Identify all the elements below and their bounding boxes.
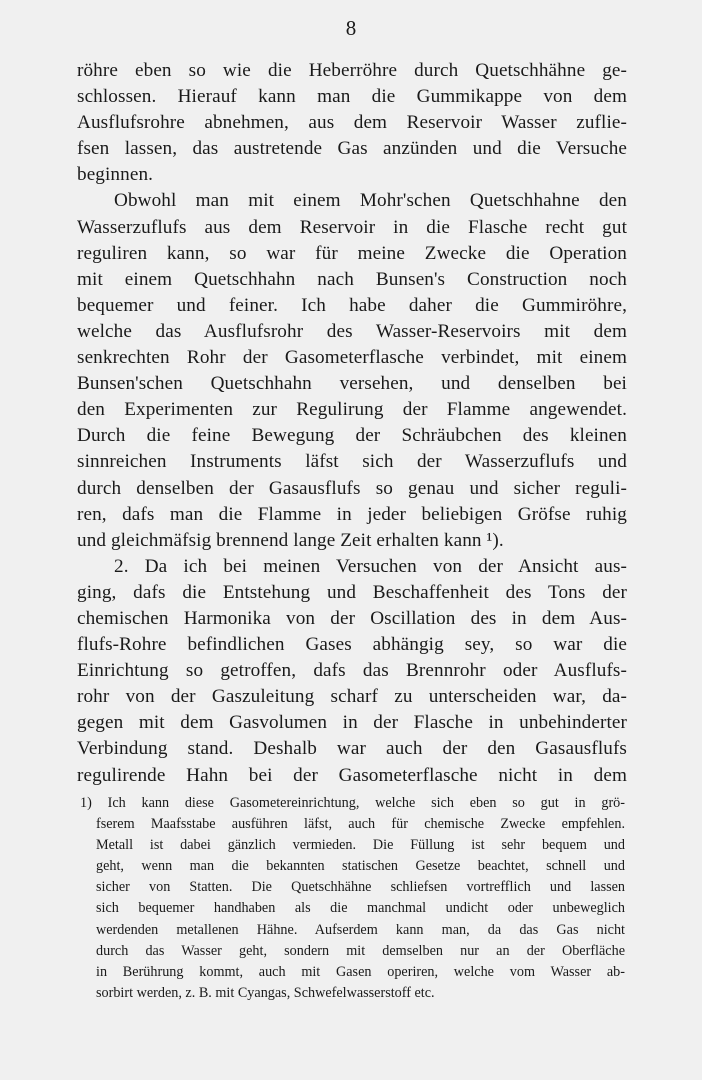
body-line: Verbindung stand. Deshalb war auch der den Gasausflufs [77,738,627,760]
footnote-line: sicher von Statten. Die Quetschhähne schliefsen vortrefflich und lassen [96,879,625,896]
footnote-line: in Berührung kommt, auch mit Gasen operiren, welche vom Wasser ab- [96,963,625,980]
body-line: regulirende Hahn bei der Gasometerflasche nicht in dem [77,764,627,786]
body-line: Wasserzuflufs aus dem Reservoir in die Flasche recht gut [77,216,627,238]
footnote-line: fserem Maafsstabe ausführen läfst, auch für chemische Zwecke empfehlen. [96,816,625,833]
footnote-line: sorbirt werden, z. B. mit Cyangas, Schwefelwasserstoff etc. [96,984,435,1001]
body-line: flufs-Rohre befindlichen Gases abhängig sey, so war die [77,634,627,656]
body-line: röhre eben so wie die Heberröhre durch Quetschhähne ge- [77,60,627,81]
body-line: welche das Ausflufsrohr des Wasser-Reservoirs mit dem [77,320,627,342]
footnote-line: geht, wenn man die bekannten statischen Gesetze beachtet, schnell und [96,858,625,875]
footnotes [80,793,625,1004]
body-line: rohr von der Gaszuleitung scharf zu unterscheiden war, da- [77,686,627,708]
body-line: ren, dafs man die Flamme in jeder beliebigen Gröfse ruhig [77,503,627,525]
body-line: senkrechten Rohr der Gasometerflasche verbindet, mit einem [77,347,627,369]
body-line: beginnen. [77,164,154,186]
body-line: Ausflufsrohre abnehmen, aus dem Reservoir Wasser zuflie- [77,112,627,134]
body-line: mit einem Quetschhahn nach Bunsen's Construction noch [77,268,627,290]
body-line: gegen mit dem Gasvolumen in der Flasche in unbehinderter [77,712,627,734]
footnote-line: werdenden metallenen Hähne. Aufserdem kann man, da das Gas nicht [96,921,625,938]
footnote-line: sich bequemer handhaben als die manchmal undicht oder unbeweglich [96,900,625,917]
body-line: schlossen. Hierauf kann man die Gummikappe von dem [77,86,627,108]
body-line: ging, dafs die Entstehung und Beschaffenheit des Tons der [77,581,627,603]
body-line: Einrichtung so getroffen, dafs das Brennrohr oder Ausflufs- [77,660,627,682]
body-line: und gleichmäfsig brennend lange Zeit erhalten kann ¹). [77,529,504,551]
footnote-line: durch das Wasser geht, sondern mit demselben nur an der Oberfläche [96,942,625,959]
body-line: 2. Da ich bei meinen Versuchen von der Ansicht aus- [114,555,627,577]
body-text [77,58,627,789]
footnote-line: Metall ist dabei gänzlich vermieden. Die Füllung ist sehr bequem und [96,837,625,854]
body-line: Obwohl man mit einem Mohr'schen Quetschhahne den [114,190,627,212]
page-number: 8 [345,16,357,40]
body-line: den Experimenten zur Regulirung der Flamme angewendet. [77,399,627,421]
body-line: Durch die feine Bewegung der Schräubchen des kleinen [77,425,627,447]
footnote-line: 1) Ich kann diese Gasometereinrichtung, welche sich eben so gut in grö- [80,795,625,811]
body-line: Bunsen'schen Quetschhahn versehen, und denselben bei [77,373,627,395]
body-line: sinnreichen Instruments läfst sich der Wasserzuflufs und [77,451,627,473]
body-line: bequemer und feiner. Ich habe daher die Gummiröhre, [77,294,627,316]
body-line: reguliren kann, so war für meine Zwecke die Operation [77,242,627,264]
body-line: chemischen Harmonika von der Oscillation des in dem Aus- [77,607,627,629]
body-line: fsen lassen, das austretende Gas anzünden und die Versuche [77,138,627,160]
body-line: durch denselben der Gasausflufs so genau und sicher reguli- [77,477,627,499]
